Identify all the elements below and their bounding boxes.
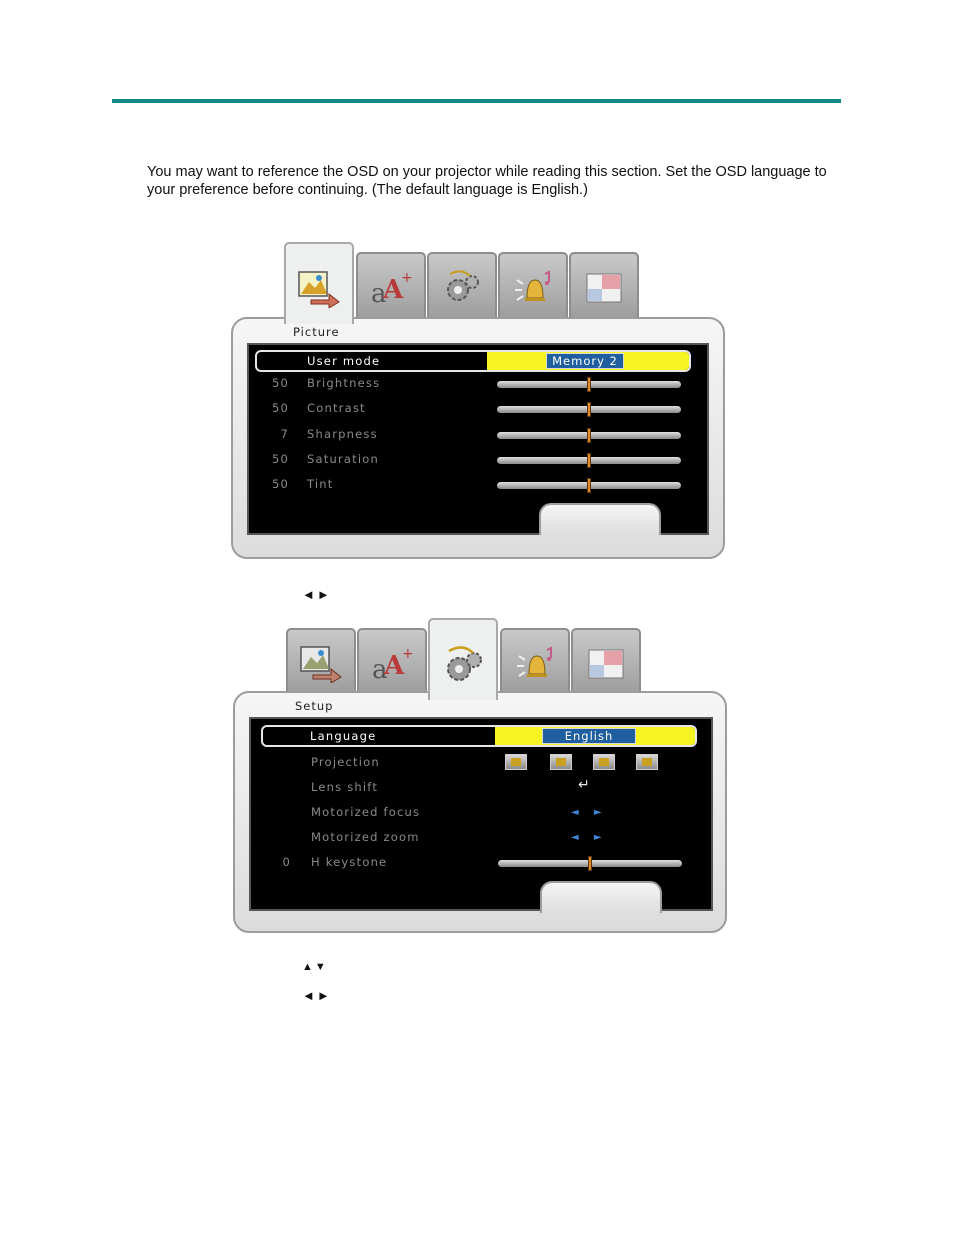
contrast-row[interactable] <box>249 401 709 417</box>
lens-shift-label: Lens shift <box>311 780 379 794</box>
lens-shift-row[interactable] <box>251 777 713 796</box>
svg-text:a: a <box>372 655 388 682</box>
projection-front-icon[interactable] <box>505 754 527 770</box>
saturation-label: Saturation <box>307 452 379 466</box>
contrast-knob[interactable] <box>587 402 591 417</box>
enter-icon[interactable]: ↵ <box>578 777 591 793</box>
intro-paragraph: You may want to reference the OSD on your projector while reading this section. Set the OSD language to your preference before continuing. (The default language is English.) <box>147 164 827 198</box>
left-right-arrow-icon[interactable]: ◄ ► <box>571 832 608 843</box>
contrast-slider[interactable] <box>497 406 681 413</box>
bottom-tab <box>540 881 662 913</box>
motorized-focus-label: Motorized focus <box>311 805 421 819</box>
text-size-icon <box>370 646 414 682</box>
projection-rear-ceiling-icon[interactable] <box>636 754 658 770</box>
tint-label: Tint <box>307 477 334 491</box>
saturation-value: 50 <box>271 452 289 466</box>
tint-knob[interactable] <box>587 478 591 493</box>
setup-osd <box>233 628 727 933</box>
tab-picture[interactable] <box>284 242 354 324</box>
menu-title: Picture <box>293 325 340 339</box>
sharpness-slider[interactable] <box>497 432 681 439</box>
brightness-row[interactable] <box>249 376 709 392</box>
language-label: Language <box>310 729 377 743</box>
setup-gear-icon <box>442 270 482 306</box>
h-keystone-knob[interactable] <box>588 856 592 871</box>
motorized-zoom-label: Motorized zoom <box>311 830 420 844</box>
header-rule <box>112 99 841 103</box>
picture-frame <box>231 317 725 559</box>
picture-osd <box>231 252 725 559</box>
pip-icon <box>586 273 622 303</box>
svg-text:+: + <box>402 646 414 662</box>
picture-icon <box>297 270 341 308</box>
pip-icon <box>588 649 624 679</box>
setup-frame <box>233 691 727 933</box>
menu-title: Setup <box>295 699 334 713</box>
svg-text:A: A <box>383 275 404 305</box>
svg-text:+: + <box>401 270 413 286</box>
h-keystone-slider[interactable] <box>498 860 682 867</box>
bottom-tab <box>539 503 661 535</box>
language-value[interactable]: English <box>542 728 636 744</box>
brightness-knob[interactable] <box>587 377 591 392</box>
brightness-value: 50 <box>271 376 289 390</box>
left-right-arrow-icon[interactable]: ◄ ► <box>571 807 608 818</box>
sharpness-value: 7 <box>280 427 289 441</box>
svg-text:A: A <box>384 651 405 681</box>
saturation-row[interactable] <box>249 452 709 468</box>
contrast-value: 50 <box>271 401 289 415</box>
alert-bell-icon <box>513 270 553 306</box>
tab-alert[interactable] <box>498 252 568 322</box>
setup-gear-icon <box>441 645 485 685</box>
language-row[interactable] <box>261 725 697 747</box>
text-size-icon <box>369 270 413 306</box>
tab-pip[interactable] <box>569 252 639 322</box>
user-mode-label: User mode <box>307 354 381 368</box>
picture-icon <box>299 645 343 683</box>
h-keystone-label: H keystone <box>311 855 388 869</box>
motorized-focus-row[interactable] <box>251 805 713 821</box>
tab-text-size[interactable] <box>357 628 427 698</box>
menu-screen <box>247 343 709 535</box>
saturation-knob[interactable] <box>587 453 591 468</box>
alert-bell-icon <box>515 646 555 682</box>
projection-row[interactable] <box>251 755 713 771</box>
sharpness-label: Sharpness <box>307 427 378 441</box>
tab-setup[interactable] <box>427 252 497 322</box>
user-mode-row[interactable] <box>255 350 691 372</box>
tab-picture[interactable] <box>286 628 356 698</box>
brightness-slider[interactable] <box>497 381 681 388</box>
left-right-arrows-note: ◄► <box>302 587 332 602</box>
tint-row[interactable] <box>249 477 709 493</box>
tint-value: 50 <box>271 477 289 491</box>
projection-rear-icon[interactable] <box>550 754 572 770</box>
up-down-arrows-note: ▲▼ <box>302 961 328 973</box>
left-right-arrows-note-2: ◄► <box>302 988 332 1003</box>
svg-text:a: a <box>371 279 387 306</box>
h-keystone-row[interactable] <box>251 855 713 871</box>
saturation-slider[interactable] <box>497 457 681 464</box>
tab-pip[interactable] <box>571 628 641 698</box>
h-keystone-value: 0 <box>282 855 291 869</box>
brightness-label: Brightness <box>307 376 381 390</box>
projection-label: Projection <box>311 755 380 769</box>
tab-text-size[interactable] <box>356 252 426 322</box>
tab-setup[interactable] <box>428 618 498 700</box>
menu-screen <box>249 717 713 911</box>
sharpness-knob[interactable] <box>587 428 591 443</box>
sharpness-row[interactable] <box>249 427 709 443</box>
tint-slider[interactable] <box>497 482 681 489</box>
contrast-label: Contrast <box>307 401 366 415</box>
user-mode-value[interactable]: Memory 2 <box>546 353 624 369</box>
projection-ceiling-icon[interactable] <box>593 754 615 770</box>
tab-alert[interactable] <box>500 628 570 698</box>
motorized-zoom-row[interactable] <box>251 830 713 846</box>
